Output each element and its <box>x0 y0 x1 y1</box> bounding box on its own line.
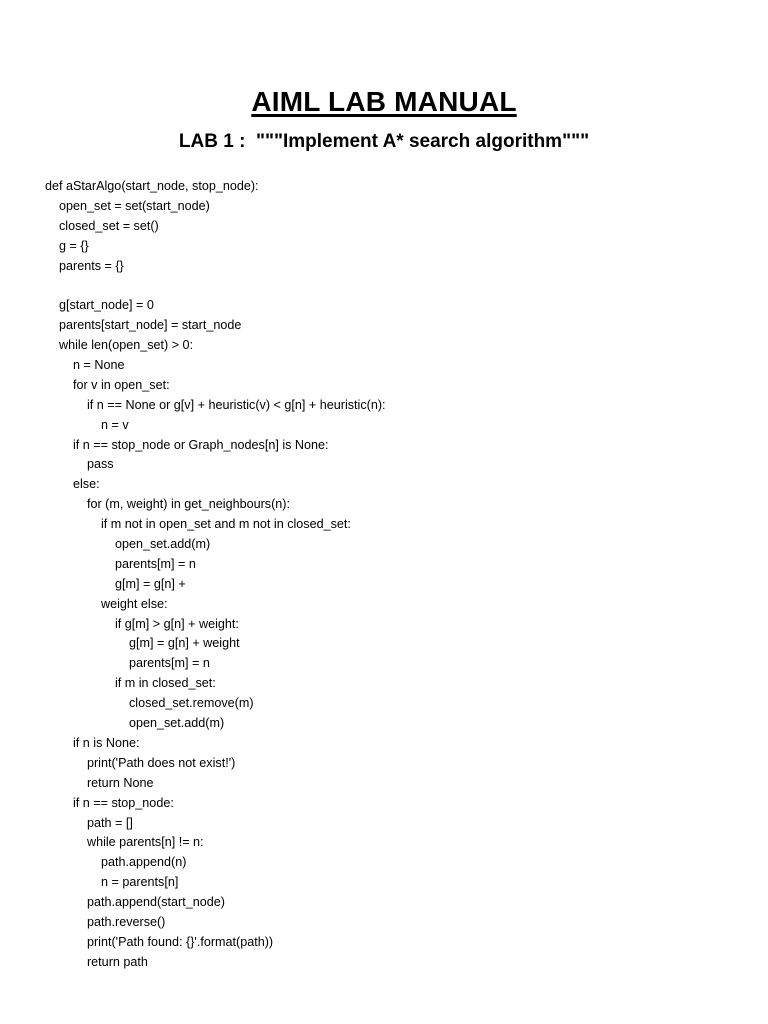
code-line: if g[m] > g[n] + weight: <box>45 616 239 631</box>
code-line: weight else: <box>45 596 168 611</box>
code-line: open_set.add(m) <box>45 537 211 552</box>
code-line: while parents[n] != n: <box>45 835 204 850</box>
code-line: if n == stop_node: <box>45 795 174 810</box>
code-line: parents[start_node] = start_node <box>45 318 242 333</box>
code-line: print('Path found: {}'.format(path)) <box>45 934 274 949</box>
code-line: g[m] = g[n] + weight <box>45 636 240 651</box>
code-line: if n == stop_node or Graph_nodes[n] is None: <box>45 437 329 452</box>
code-block <box>45 177 745 973</box>
code-line: parents[m] = n <box>45 556 196 571</box>
code-line: path.reverse() <box>45 914 166 929</box>
code-line: g[m] = g[n] + <box>45 576 186 591</box>
code-line: for v in open_set: <box>45 377 170 392</box>
code-line: if m in closed_set: <box>45 676 216 691</box>
code-line: if n == None or g[v] + heuristic(v) < g[n] + heuristic(n): <box>45 397 386 412</box>
code-line: g[start_node] = 0 <box>45 298 154 313</box>
code-line: path.append(start_node) <box>45 895 225 910</box>
code-line <box>45 276 745 296</box>
code-line: if m not in open_set and m not in closed_set: <box>45 517 351 532</box>
code-line: parents[m] = n <box>45 656 210 671</box>
document-title: AIML LAB MANUAL <box>251 86 517 117</box>
code-line: n = v <box>45 417 129 432</box>
lab-heading: LAB 1 : """Implement A* search algorithm""" <box>178 131 590 152</box>
code-line: return None <box>45 775 154 790</box>
code-line: closed_set = set() <box>45 218 159 233</box>
code-line: while len(open_set) > 0: <box>45 338 194 353</box>
code-line: for (m, weight) in get_neighbours(n): <box>45 497 290 512</box>
code-line: return path <box>45 954 148 969</box>
code-line: pass <box>45 457 114 472</box>
code-line: g = {} <box>45 238 89 253</box>
code-line: n = parents[n] <box>45 875 179 890</box>
code-line: open_set.add(m) <box>45 716 225 731</box>
code-line: closed_set.remove(m) <box>45 696 254 711</box>
code-line: if n is None: <box>45 735 140 750</box>
code-line: path = [] <box>45 815 133 830</box>
code-line: path.append(n) <box>45 855 187 870</box>
code-line: parents = {} <box>45 258 124 273</box>
code-line: print('Path does not exist!') <box>45 755 236 770</box>
code-line: open_set = set(start_node) <box>45 198 210 213</box>
code-line: n = None <box>45 358 125 373</box>
code-line: else: <box>45 477 100 492</box>
code-line: def aStarAlgo(start_node, stop_node): <box>45 179 259 193</box>
